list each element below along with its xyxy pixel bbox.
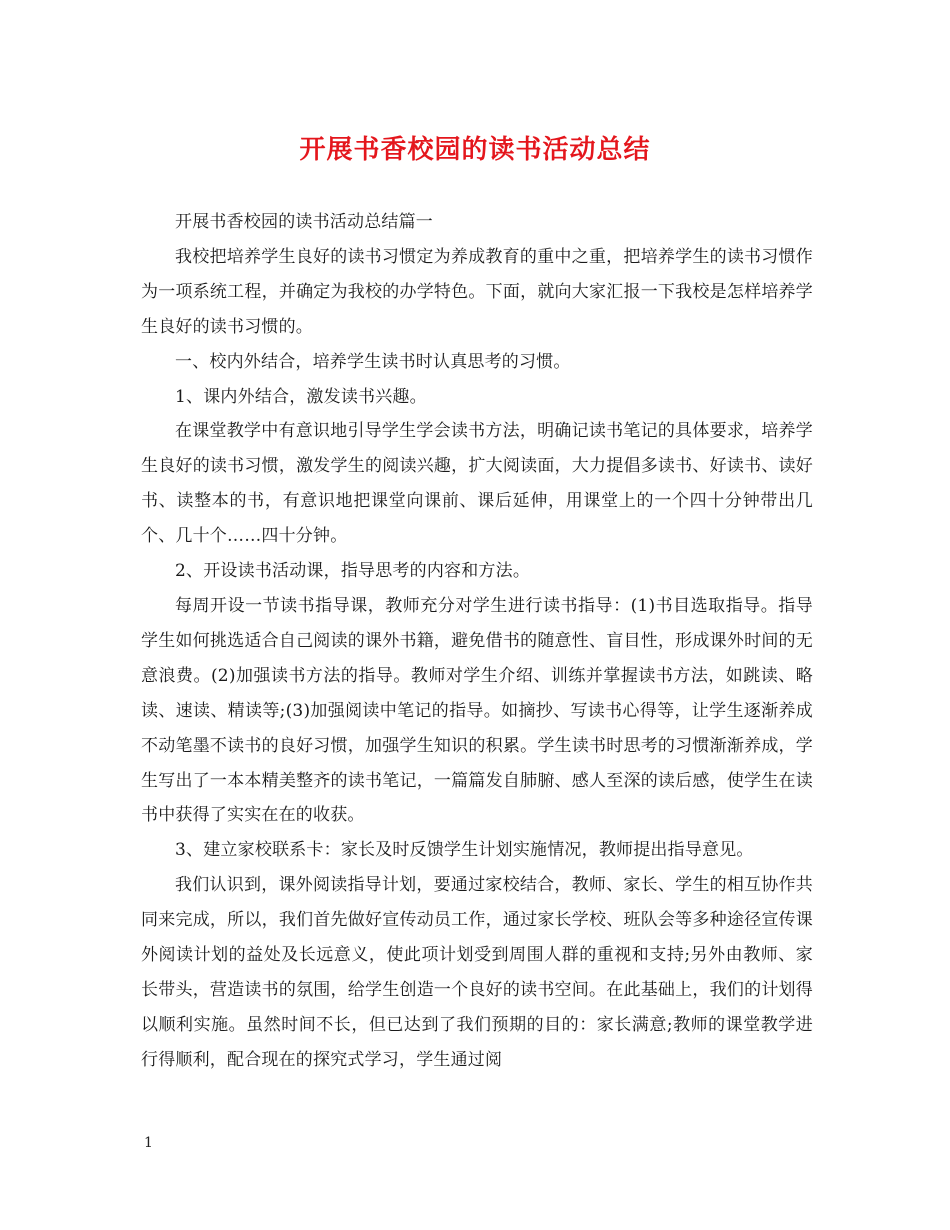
intro-paragraph: 我校把培养学生良好的读书习惯定为养成教育的重中之重，把培养学生的读书习惯作为一项系统工程，并确定为我校的办学特色。下面，就向大家汇报一下我校是怎样培养学生良好的读书习惯的。 [141, 246, 813, 337]
heading-one: 一、校内外结合，培养学生读书时认真思考的习惯。 [175, 351, 571, 372]
subheading-2: 2、开设读书活动课，指导思考的内容和方法。 [175, 561, 531, 582]
subheading-1: 1、课内外结合，激发读书兴趣。 [175, 386, 427, 407]
page-number: 1 [144, 1135, 153, 1151]
document-title: 开展书香校园的读书活动总结 [299, 135, 651, 165]
paragraph-classroom: 在课堂教学中有意识地引导学生学会读书方法，明确记读书笔记的具体要求，培养学生良好的读书习惯，激发学生的阅读兴趣，扩大阅读面，大力提倡多读书、好读书、读好书、读整本的书，有意识地把课堂向课前、课后延伸，用课堂上的一个四十分钟带出几个、几十个……四十分钟。 [141, 421, 813, 547]
paragraph-reading-guidance: 每周开设一节读书指导课，教师充分对学生进行读书指导：(1)书目选取指导。指导学生如何挑选适合自己阅读的课外书籍，避免借书的随意性、盲目性，形成课外时间的无意浪费。(2)加强读书方法的指导。教师对学生介绍、训练并掌握读书方法，如跳读、略读、速读、精读等;(3)加强阅读中笔记的指导。如摘抄、写读书心得等，让学生逐渐养成不动笔墨不读书的良好习惯，加强学生知识的积累。学生读书时思考的习惯渐渐养成，学生写出了一本本精美整齐的读书笔记，一篇篇发自肺腑、感人至深的读后感，使学生在读书中获得了实实在在的收获。 [141, 595, 813, 826]
subheading-3: 3、建立家校联系卡：家长及时反馈学生计划实施情况，教师提出指导意见。 [175, 840, 754, 861]
document-body [141, 205, 813, 1078]
paragraph-home-school: 我们认识到，课外阅读指导计划，要通过家校结合，教师、家长、学生的相互协作共同来完成，所以，我们首先做好宣传动员工作，通过家长学校、班队会等多种途径宣传课外阅读计划的益处及长远意义，使此项计划受到周围人群的重视和支持;另外由教师、家长带头，营造读书的氛围，给学生创造一个良好的读书空间。在此基础上，我们的计划得以顺利实施。虽然时间不长，但已达到了我们预期的目的：家长满意;教师的课堂教学进行得顺利，配合现在的探究式学习，学生通过阅 [141, 875, 813, 1070]
section-heading: 开展书香校园的读书活动总结篇一 [175, 212, 433, 232]
